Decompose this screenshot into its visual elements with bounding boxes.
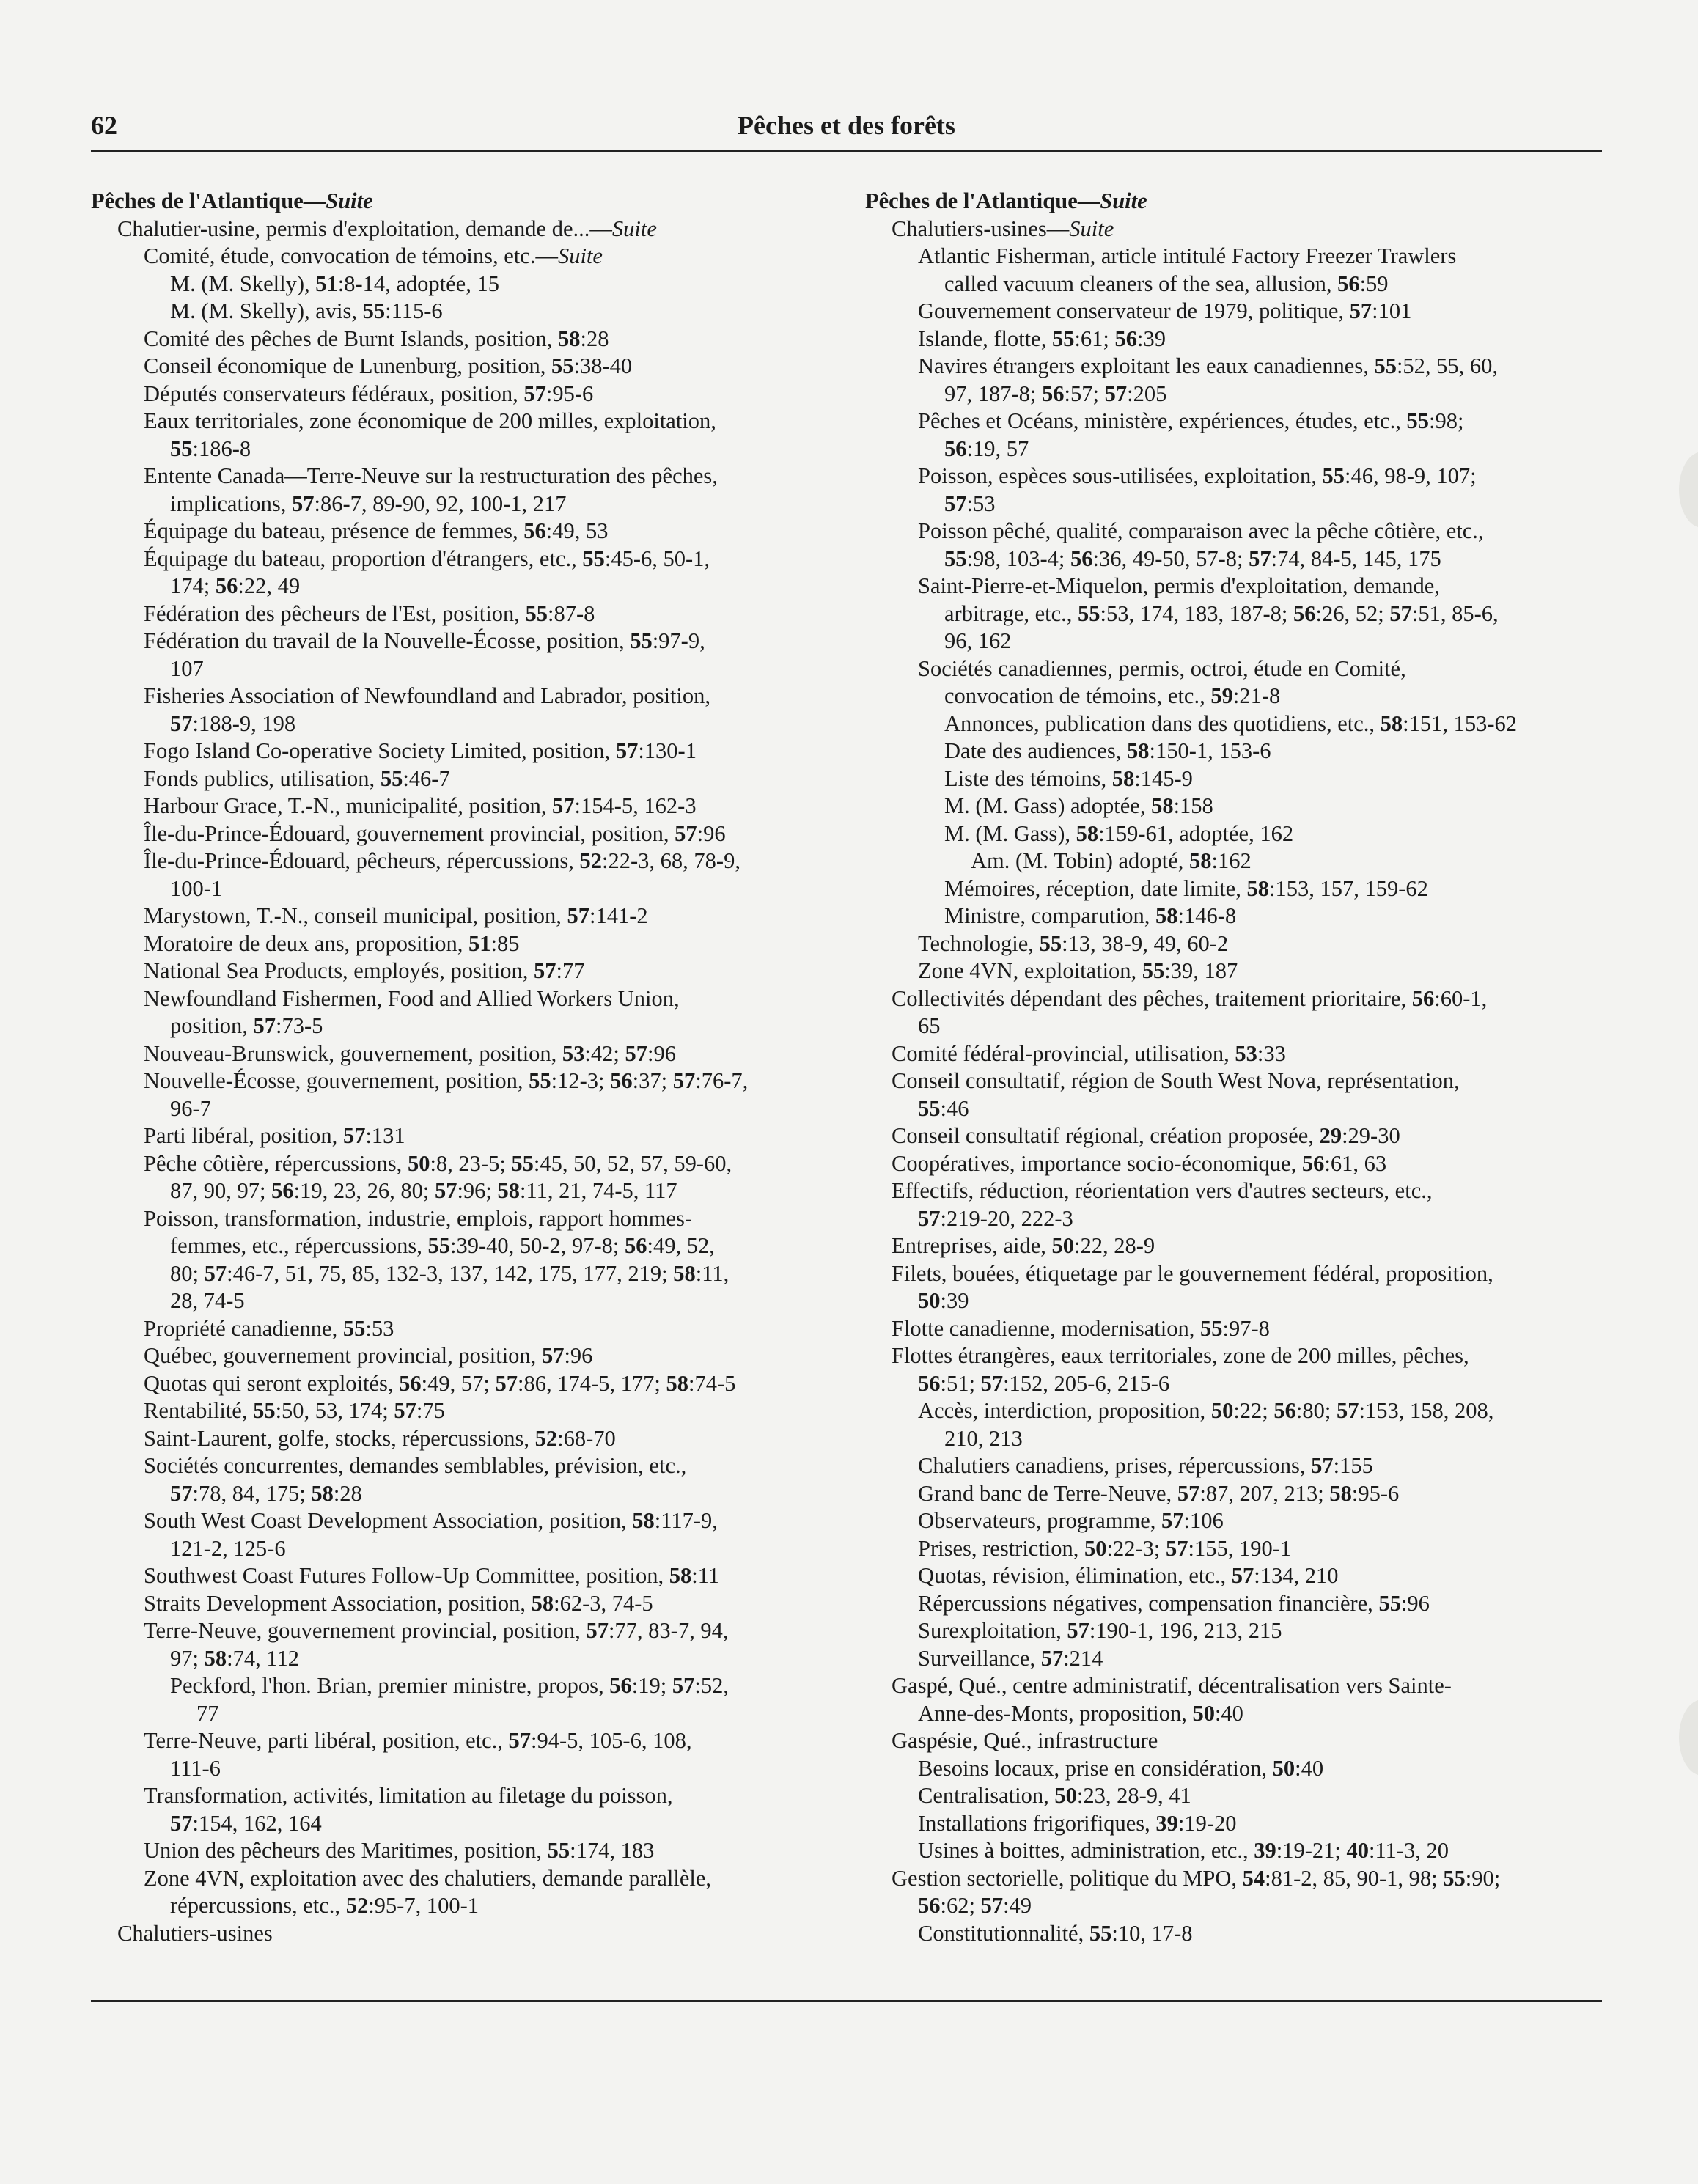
index-entry: Transformation, activités, limitation au filetage du poisson, [144,1783,673,1808]
index-entry: Québec, gouvernement provincial, position, 57:96 [144,1343,593,1368]
index-entry: Marystown, T.-N., conseil municipal, position, 57:141-2 [144,903,648,928]
index-entry: Équipage du bateau, proportion d'étrangers, etc., 55:45-6, 50-1, [144,545,710,571]
index-entry: South West Coast Development Association, position, 58:117-9, [144,1508,718,1533]
index-entry-continuation: 57:53 [944,490,996,516]
index-entry: Southwest Coast Futures Follow-Up Committee, position, 58:11 [144,1563,720,1588]
index-entry: M. (M. Skelly), 51:8-14, adoptée, 15 [170,271,499,296]
index-entry-continuation: 50:39 [918,1288,969,1313]
index-entry-continuation: 107 [170,655,204,681]
index-entry: Nouvelle-Écosse, gouvernement, position, 55:12-3; 56:37; 57:76-7, [144,1068,749,1093]
index-entry: Grand banc de Terre-Neuve, 57:87, 207, 213; 58:95-6 [918,1480,1400,1506]
index-entry: Île-du-Prince-Édouard, gouvernement provincial, position, 57:96 [144,820,726,846]
index-entry: Poisson, transformation, industrie, emplois, rapport hommes- [144,1205,693,1231]
index-entry-continuation: 55:46 [918,1095,969,1121]
index-entry: Annonces, publication dans des quotidiens, etc., 58:151, 153-62 [944,710,1518,736]
index-entry-continuation: 121-2, 125-6 [170,1535,286,1561]
index-entry: Propriété canadienne, 55:53 [144,1315,394,1341]
index-entry-continuation: 210, 213 [944,1425,1023,1451]
index-entry: Répercussions négatives, compensation financière, 55:96 [918,1590,1430,1616]
index-entry: Constitutionnalité, 55:10, 17-8 [918,1920,1193,1946]
index-entry: Accès, interdiction, proposition, 50:22; 56:80; 57:153, 158, 208, [918,1398,1494,1423]
index-entry: Surexploitation, 57:190-1, 196, 213, 215 [918,1618,1282,1643]
page-title: Pêches et des forêts [738,111,955,140]
index-entry-continuation: 57:154, 162, 164 [170,1810,322,1836]
index-entry-continuation: 80; 57:46-7, 51, 75, 85, 132-3, 137, 142, 175, 177, 219; 58:11, [170,1260,729,1286]
index-entry: Pêches et Océans, ministère, expériences, études, etc., 55:98; [918,408,1464,433]
index-entry: Zone 4VN, exploitation avec des chalutiers, demande parallèle, [144,1865,712,1891]
index-entry-continuation: implications, 57:86-7, 89-90, 92, 100-1, 217 [170,490,567,516]
index-entry: Entente Canada—Terre-Neuve sur la restructuration des pêches, [144,463,718,488]
bottom-rule [91,2000,1602,2002]
index-entry: Chalutier-usine, permis d'exploitation, demande de...—Suite [117,216,657,241]
index-entry: Usines à boittes, administration, etc., 39:19-21; 40:11-3, 20 [918,1838,1449,1863]
index-entry: Chalutiers-usines—Suite [892,216,1114,241]
index-entry: Sociétés canadiennes, permis, octroi, étude en Comité, [918,655,1406,681]
index-entry-continuation: femmes, etc., répercussions, 55:39-40, 50-2, 97-8; 56:49, 52, [170,1233,715,1258]
index-entry: Équipage du bateau, présence de femmes, 56:49, 53 [144,518,609,543]
index-entry: Quotas qui seront exploités, 56:49, 57; 57:86, 174-5, 177; 58:74-5 [144,1370,736,1396]
index-entry-continuation: 97; 58:74, 112 [170,1645,299,1671]
index-entry-continuation: 57:188-9, 198 [170,710,296,736]
index-entry: M. (M. Gass) adoptée, 58:158 [944,793,1213,818]
index-entry-continuation: 56:19, 57 [944,435,1029,461]
index-entry: Gaspésie, Qué., infrastructure [892,1728,1158,1753]
index-entry: Observateurs, programme, 57:106 [918,1508,1224,1533]
index-entry: Moratoire de deux ans, proposition, 51:85 [144,930,520,956]
index-entry: Ministre, comparution, 58:146-8 [944,903,1237,928]
index-entry-continuation: called vacuum cleaners of the sea, allusion, 56:59 [944,271,1389,296]
index-entry: Fédération du travail de la Nouvelle-Écosse, position, 55:97-9, [144,628,705,653]
index-entry-continuation: 96-7 [170,1095,211,1121]
index-entry: Gouvernement conservateur de 1979, politique, 57:101 [918,298,1412,323]
index-entry: Islande, flotte, 55:61; 56:39 [918,326,1166,351]
index-entry: Installations frigorifiques, 39:19-20 [918,1810,1237,1836]
index-entry-continuation: arbitrage, etc., 55:53, 174, 183, 187-8; 56:26, 52; 57:51, 85-6, [944,600,1499,626]
index-entry: Eaux territoriales, zone économique de 200 milles, exploitation, [144,408,716,433]
index-entry-continuation: 65 [918,1013,941,1038]
index-entry: Conseil économique de Lunenburg, position, 55:38-40 [144,353,633,378]
index-entry-continuation: 97, 187-8; 56:57; 57:205 [944,380,1167,406]
index-entry: Poisson pêché, qualité, comparaison avec la pêche côtière, etc., [918,518,1484,543]
index-entry: Atlantic Fisherman, article intitulé Factory Freezer Trawlers [918,243,1457,268]
index-entry: Chalutiers canadiens, prises, répercussions, 57:155 [918,1453,1373,1478]
index-column-right [865,188,1606,1947]
index-entry-continuation: 111-6 [170,1755,221,1781]
index-entry: National Sea Products, employés, position, 57:77 [144,958,585,983]
index-entry: Effectifs, réduction, réorientation vers d'autres secteurs, etc., [892,1178,1433,1203]
page-number: 62 [91,111,117,140]
index-entry-continuation: 55:186-8 [170,435,251,461]
index-entry: Flotte canadienne, modernisation, 55:97-8 [892,1315,1270,1341]
index-entry: Poisson, espèces sous-utilisées, exploitation, 55:46, 98-9, 107; [918,463,1477,488]
index-entry: Fonds publics, utilisation, 55:46-7 [144,765,450,791]
index-entry: Liste des témoins, 58:145-9 [944,765,1193,791]
index-entry: Chalutiers-usines [117,1920,273,1946]
index-entry-continuation: 28, 74-5 [170,1288,245,1313]
index-entry: Terre-Neuve, parti libéral, position, etc., 57:94-5, 105-6, 108, [144,1728,692,1753]
index-entry: Newfoundland Fishermen, Food and Allied Workers Union, [144,985,680,1011]
index-entry: Besoins locaux, prise en considération, 50:40 [918,1755,1324,1781]
index-entry-continuation: 55:98, 103-4; 56:36, 49-50, 57-8; 57:74, 84-5, 145, 175 [944,545,1441,571]
index-entry: Pêches de l'Atlantique—Suite [91,188,373,213]
index-entry-continuation: 100-1 [170,875,223,901]
index-entry-continuation: convocation de témoins, etc., 59:21-8 [944,683,1281,708]
index-entry: Am. (M. Tobin) adopté, 58:162 [971,848,1252,873]
index-entry: Coopératives, importance socio-économique, 56:61, 63 [892,1150,1387,1176]
index-entry: Saint-Pierre-et-Miquelon, permis d'exploitation, demande, [918,573,1440,598]
index-entry-continuation: 57:219-20, 222-3 [918,1205,1073,1231]
index-entry: Navires étrangers exploitant les eaux canadiennes, 55:52, 55, 60, [918,353,1499,378]
index-entry: Députés conservateurs fédéraux, position, 57:95-6 [144,380,594,406]
binder-hole-bottom [1679,1699,1698,1776]
binder-hole-top [1679,452,1698,528]
index-entry: Sociétés concurrentes, demandes semblables, prévision, etc., [144,1453,687,1478]
index-entry-continuation: 56:62; 57:49 [918,1893,1032,1918]
index-entry: Mémoires, réception, date limite, 58:153, 157, 159-62 [944,875,1428,901]
index-entry: Harbour Grace, T.-N., municipalité, position, 57:154-5, 162-3 [144,793,697,818]
index-column-left [91,188,824,1947]
index-entry: Île-du-Prince-Édouard, pêcheurs, répercussions, 52:22-3, 68, 78-9, [144,848,740,873]
index-entry: Terre-Neuve, gouvernement provincial, position, 57:77, 83-7, 94, [144,1618,729,1643]
index-entry: Filets, bouées, étiquetage par le gouvernement fédéral, proposition, [892,1260,1493,1286]
index-entry: M. (M. Gass), 58:159-61, adoptée, 162 [944,820,1294,846]
index-entry: Quotas, révision, élimination, etc., 57:134, 210 [918,1563,1339,1588]
index-entry: Pêche côtière, répercussions, 50:8, 23-5; 55:45, 50, 52, 57, 59-60, [144,1150,732,1176]
index-entry: Flottes étrangères, eaux territoriales, zone de 200 milles, pêches, [892,1343,1469,1368]
index-entry: Pêches de l'Atlantique—Suite [865,188,1147,213]
index-entry: Union des pêcheurs des Maritimes, position, 55:174, 183 [144,1838,655,1863]
index-entry: Rentabilité, 55:50, 53, 174; 57:75 [144,1398,445,1423]
index-entry-continuation: 174; 56:22, 49 [170,573,301,598]
index-entry-continuation: position, 57:73-5 [170,1013,323,1038]
index-entry: Conseil consultatif, région de South West Nova, représentation, [892,1068,1460,1093]
index-entry: Technologie, 55:13, 38-9, 49, 60-2 [918,930,1229,956]
index-entry: Gestion sectorielle, politique du MPO, 54:81-2, 85, 90-1, 98; 55:90; [892,1865,1501,1891]
index-entry: Fédération des pêcheurs de l'Est, position, 55:87-8 [144,600,595,626]
index-entry: Comité, étude, convocation de témoins, etc.—Suite [144,243,603,268]
index-entry-continuation: 56:51; 57:152, 205-6, 215-6 [918,1370,1170,1396]
index-entry-continuation: répercussions, etc., 52:95-7, 100-1 [170,1893,479,1918]
index-entry: Conseil consultatif régional, création proposée, 29:29-30 [892,1123,1400,1148]
index-entry: Parti libéral, position, 57:131 [144,1123,405,1148]
index-entry: Comité des pêches de Burnt Islands, position, 58:28 [144,326,609,351]
index-entry-continuation: 96, 162 [944,628,1012,653]
index-entry-continuation: 57:78, 84, 175; 58:28 [170,1480,362,1506]
index-entry: Surveillance, 57:214 [918,1645,1103,1671]
index-entry: Fogo Island Co-operative Society Limited, position, 57:130-1 [144,738,697,763]
index-entry: Comité fédéral-provincial, utilisation, 53:33 [892,1040,1286,1066]
index-entry: Date des audiences, 58:150-1, 153-6 [944,738,1271,763]
index-entry: Centralisation, 50:23, 28-9, 41 [918,1783,1191,1808]
index-entry: Gaspé, Qué., centre administratif, décentralisation vers Sainte- [892,1673,1452,1698]
index-entry: Entreprises, aide, 50:22, 28-9 [892,1233,1155,1258]
index-entry-continuation: Anne-des-Monts, proposition, 50:40 [918,1700,1243,1726]
index-entry: M. (M. Skelly), avis, 55:115-6 [170,298,443,323]
page-header [91,109,1602,152]
index-entry: Saint-Laurent, golfe, stocks, répercussions, 52:68-70 [144,1425,616,1451]
index-entry: Collectivités dépendant des pêches, traitement prioritaire, 56:60-1, [892,985,1488,1011]
index-entry-continuation: 87, 90, 97; 56:19, 23, 26, 80; 57:96; 58:11, 21, 74-5, 117 [170,1178,677,1203]
index-entry-continuation: 77 [196,1700,219,1726]
index-entry: Fisheries Association of Newfoundland and Labrador, position, [144,683,710,708]
index-entry: Peckford, l'hon. Brian, premier ministre, propos, 56:19; 57:52, [170,1673,729,1698]
index-entry: Straits Development Association, position, 58:62-3, 74-5 [144,1590,653,1616]
index-entry: Nouveau-Brunswick, gouvernement, position, 53:42; 57:96 [144,1040,676,1066]
index-entry: Prises, restriction, 50:22-3; 57:155, 190-1 [918,1535,1292,1561]
index-entry: Zone 4VN, exploitation, 55:39, 187 [918,958,1238,983]
